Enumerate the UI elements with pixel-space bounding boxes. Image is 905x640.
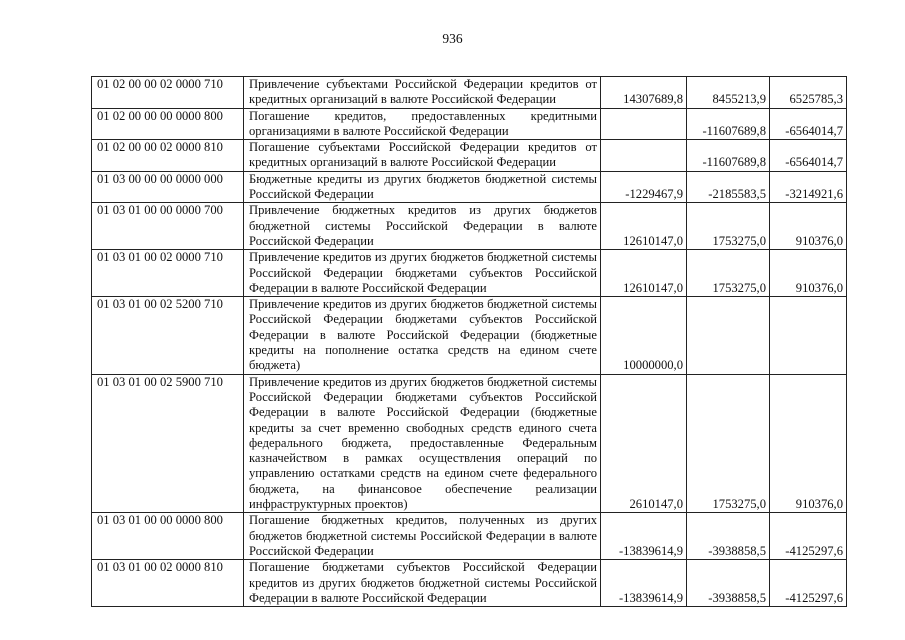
row-description: Погашение бюджетных кредитов, полученных из других бюджетов бюджетной системы Российской Федерации в валюте Российской Федерации (244, 513, 601, 560)
row-description: Бюджетные кредиты из других бюджетов бюджетной системы Российской Федерации (244, 171, 601, 203)
budget-code: 01 03 01 00 00 0000 800 (92, 513, 244, 560)
table-row (92, 203, 847, 250)
row-description: Привлечение кредитов из других бюджетов бюджетной системы Российской Федерации бюджетами субъектов Российской Федерации в валюте Российской Федерации (244, 250, 601, 297)
row-description: Привлечение кредитов из других бюджетов бюджетной системы Российской Федерации бюджетами субъектов Российской Федерации в валюте Российской Федерации (бюджетные кредиты за счет временно свободных средств единого счета федерального бюджета, предоставленные Федеральным казначейством в рамках осуществления операций по управлению остатками средств на едином счете федерального бюджета, на финансовое обеспечение реализации инфраструктурных проектов) (244, 374, 601, 513)
amount-year-2: -3938858,5 (687, 560, 770, 607)
amount-year-2: -2185583,5 (687, 171, 770, 203)
table-row (92, 108, 847, 140)
amount-year-1: -1229467,9 (601, 171, 687, 203)
amount-year-3: -6564014,7 (770, 140, 847, 172)
table-row (92, 250, 847, 297)
amount-year-3: 910376,0 (770, 203, 847, 250)
table-row (92, 77, 847, 109)
amount-year-1: 12610147,0 (601, 250, 687, 297)
row-description: Привлечение субъектами Российской Федерации кредитов от кредитных организаций в валюте Российской Федерации (244, 77, 601, 109)
budget-sources-table (91, 76, 847, 607)
amount-year-3: -6564014,7 (770, 108, 847, 140)
amount-year-1: 14307689,8 (601, 77, 687, 109)
budget-code: 01 03 01 00 00 0000 700 (92, 203, 244, 250)
amount-year-1 (601, 108, 687, 140)
row-description: Привлечение кредитов из других бюджетов бюджетной системы Российской Федерации бюджетами субъектов Российской Федерации в валюте Российской Федерации (бюджетные кредиты на пополнение остатка средств на едином счете бюджета) (244, 297, 601, 374)
amount-year-2: -11607689,8 (687, 140, 770, 172)
amount-year-2: 1753275,0 (687, 250, 770, 297)
amount-year-1: 2610147,0 (601, 374, 687, 513)
table-row (92, 560, 847, 607)
amount-year-3: -4125297,6 (770, 560, 847, 607)
page-number: 936 (442, 31, 463, 46)
budget-code: 01 02 00 00 02 0000 710 (92, 77, 244, 109)
table-row (92, 140, 847, 172)
amount-year-1: 10000000,0 (601, 297, 687, 374)
amount-year-3: 910376,0 (770, 250, 847, 297)
amount-year-1: 12610147,0 (601, 203, 687, 250)
amount-year-2 (687, 297, 770, 374)
amount-year-2: -3938858,5 (687, 513, 770, 560)
budget-code: 01 03 01 00 02 0000 710 (92, 250, 244, 297)
table-row (92, 171, 847, 203)
amount-year-2: 1753275,0 (687, 203, 770, 250)
budget-code: 01 03 01 00 02 0000 810 (92, 560, 244, 607)
amount-year-2: -11607689,8 (687, 108, 770, 140)
amount-year-3 (770, 297, 847, 374)
table-row (92, 513, 847, 560)
amount-year-3: 910376,0 (770, 374, 847, 513)
row-description: Привлечение бюджетных кредитов из других бюджетов бюджетной системы Российской Федерации в валюте Российской Федерации (244, 203, 601, 250)
amount-year-3: -3214921,6 (770, 171, 847, 203)
amount-year-1: -13839614,9 (601, 560, 687, 607)
budget-code: 01 03 00 00 00 0000 000 (92, 171, 244, 203)
row-description: Погашение субъектами Российской Федерации кредитов от кредитных организаций в валюте Российской Федерации (244, 140, 601, 172)
row-description: Погашение кредитов, предоставленных кредитными организациями в валюте Российской Федерации (244, 108, 601, 140)
budget-code: 01 03 01 00 02 5200 710 (92, 297, 244, 374)
amount-year-1 (601, 140, 687, 172)
row-description: Погашение бюджетами субъектов Российской Федерации кредитов из других бюджетов бюджетной системы Российской Федерации в валюте Российской Федерации (244, 560, 601, 607)
table-row (92, 374, 847, 513)
amount-year-2: 8455213,9 (687, 77, 770, 109)
table-row (92, 297, 847, 374)
amount-year-3: -4125297,6 (770, 513, 847, 560)
amount-year-3: 6525785,3 (770, 77, 847, 109)
budget-code: 01 03 01 00 02 5900 710 (92, 374, 244, 513)
amount-year-1: -13839614,9 (601, 513, 687, 560)
amount-year-2: 1753275,0 (687, 374, 770, 513)
budget-code: 01 02 00 00 02 0000 810 (92, 140, 244, 172)
budget-code: 01 02 00 00 00 0000 800 (92, 108, 244, 140)
